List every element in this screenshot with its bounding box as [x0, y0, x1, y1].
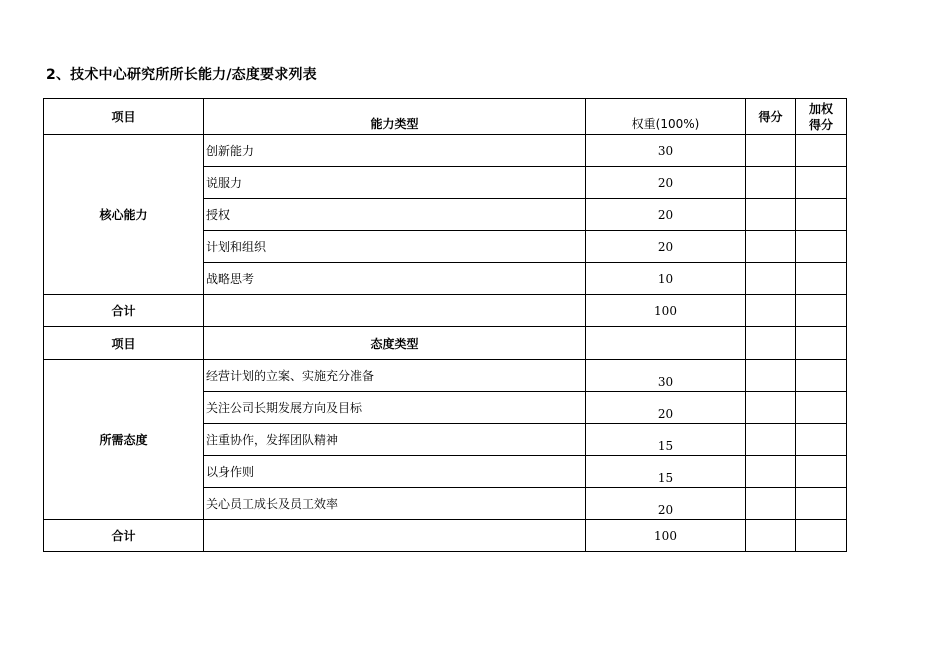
- attitude-header-type: 态度类型: [204, 327, 586, 360]
- core-ability-weighted-cell: [796, 135, 847, 167]
- core-ability-weight: 20: [586, 199, 746, 231]
- attitude-group-label: 所需态度: [44, 360, 204, 520]
- attitude-name: 关心员工成长及员工效率: [204, 488, 586, 520]
- attitude-total-score-cell: [746, 520, 796, 552]
- attitude-score-cell: [746, 392, 796, 424]
- attitude-score-cell: [746, 424, 796, 456]
- header-score: 得分: [746, 99, 796, 135]
- header-ability-type: 能力类型: [204, 99, 586, 135]
- attitude-total-weighted-cell: [796, 520, 847, 552]
- attitude-weighted-cell: [796, 424, 847, 456]
- table-header-row: [44, 99, 847, 135]
- attitude-weighted-cell: [796, 392, 847, 424]
- core-ability-weighted-cell: [796, 263, 847, 295]
- attitude-weight: 15: [586, 456, 746, 488]
- ability-attitude-table: [43, 98, 847, 552]
- core-ability-weighted-cell: [796, 167, 847, 199]
- header-weight: 权重(100%): [586, 99, 746, 135]
- core-ability-score-cell: [746, 167, 796, 199]
- core-ability-weight: 20: [586, 231, 746, 263]
- attitude-total-label: 合计: [44, 520, 204, 552]
- core-ability-weight: 10: [586, 263, 746, 295]
- core-ability-group-label: 核心能力: [44, 135, 204, 295]
- attitude-name: 关注公司长期发展方向及目标: [204, 392, 586, 424]
- core-ability-name: 说服力: [204, 167, 586, 199]
- core-ability-weighted-cell: [796, 199, 847, 231]
- core-total-weighted-cell: [796, 295, 847, 327]
- attitude-header-weighted-cell: [796, 327, 847, 360]
- attitude-header-score-cell: [746, 327, 796, 360]
- attitude-total-value: 100: [586, 520, 746, 552]
- header-weighted-score: [796, 99, 847, 135]
- table-row: [44, 135, 847, 167]
- attitude-score-cell: [746, 488, 796, 520]
- core-ability-weight: 30: [586, 135, 746, 167]
- attitude-weight: 20: [586, 392, 746, 424]
- core-ability-name: 授权: [204, 199, 586, 231]
- attitude-weight: 20: [586, 488, 746, 520]
- header-item: 项目: [44, 99, 204, 135]
- core-ability-name: 计划和组织: [204, 231, 586, 263]
- core-ability-name: 创新能力: [204, 135, 586, 167]
- attitude-name: 以身作则: [204, 456, 586, 488]
- attitude-total-row: [44, 520, 847, 552]
- attitude-weighted-cell: [796, 488, 847, 520]
- attitude-weighted-cell: [796, 360, 847, 392]
- core-total-value: 100: [586, 295, 746, 327]
- table-row: [44, 360, 847, 392]
- attitude-weighted-cell: [796, 456, 847, 488]
- attitude-header-weight-cell: [586, 327, 746, 360]
- attitude-score-cell: [746, 360, 796, 392]
- attitude-weight: 15: [586, 424, 746, 456]
- header-weighted-score-line2: 得分: [808, 117, 833, 132]
- attitude-header-item: 项目: [44, 327, 204, 360]
- core-ability-weighted-cell: [796, 231, 847, 263]
- attitude-name: 注重协作，发挥团队精神: [204, 424, 586, 456]
- core-total-label: 合计: [44, 295, 204, 327]
- core-total-empty-cell: [204, 295, 586, 327]
- core-ability-name: 战略思考: [204, 263, 586, 295]
- header-weighted-score-line1: 加权: [808, 101, 833, 116]
- attitude-total-empty-cell: [204, 520, 586, 552]
- core-ability-score-cell: [746, 231, 796, 263]
- core-total-row: [44, 295, 847, 327]
- attitude-name: 经营计划的立案、实施充分准备: [204, 360, 586, 392]
- core-ability-score-cell: [746, 135, 796, 167]
- attitude-weight: 30: [586, 360, 746, 392]
- core-total-score-cell: [746, 295, 796, 327]
- core-ability-score-cell: [746, 199, 796, 231]
- core-ability-score-cell: [746, 263, 796, 295]
- attitude-score-cell: [746, 456, 796, 488]
- core-ability-weight: 20: [586, 167, 746, 199]
- attitude-header-row: [44, 327, 847, 360]
- document-title: 2、技术中心研究所所长能力/态度要求列表: [46, 67, 317, 83]
